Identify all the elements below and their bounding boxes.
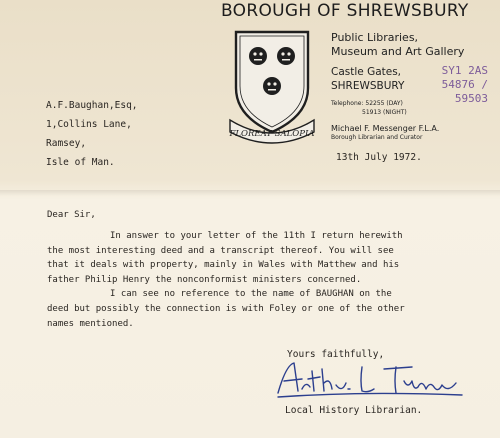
para1-line2: the most interesting deed and a transcript thereof. You will see	[47, 245, 394, 256]
para2-line3: names mentioned.	[47, 318, 134, 329]
paper-fold	[0, 190, 500, 196]
stamp-postcode: SY1 2AS	[441, 64, 488, 77]
signer-title: Local History Librarian.	[285, 405, 423, 416]
stamp-tel2: 59503	[454, 92, 488, 105]
borough-crest-icon	[222, 28, 322, 144]
library-name	[331, 31, 464, 59]
letter-date: 13th July 1972.	[336, 152, 422, 163]
address-line1: Castle Gates,	[331, 66, 402, 78]
para1-line1: In answer to your letter of the 11th I return herewith	[110, 231, 403, 241]
librarian-title: Borough Librarian and Curator	[331, 134, 423, 141]
recipient-line3: Ramsey,	[46, 138, 87, 149]
para2-line2: deed but possibly the connection is with Foley or one of the other	[47, 303, 405, 314]
address-line2: SHREWSBURY	[331, 80, 405, 92]
recipient-address	[46, 96, 138, 172]
para1-line3: that it deals with property, mainly in Wales with Matthew and his	[47, 260, 400, 271]
recipient-line2: 1,Collins Lane,	[46, 119, 132, 130]
library-line1: Public Libraries,	[331, 31, 419, 44]
borough-heading: BOROUGH OF SHREWSBURY	[221, 1, 469, 21]
recipient-line4: Isle of Man.	[46, 157, 115, 168]
telephone-block	[331, 99, 407, 117]
para2-line1: I can see no reference to the name of BAUGHAN on the	[110, 289, 392, 300]
closing: Yours faithfully,	[287, 349, 385, 360]
salutation: Dear Sir,	[47, 210, 96, 220]
signature-text: Arthur L. Thomas	[272, 359, 282, 360]
stamp-tel1: 54876 /	[441, 78, 488, 91]
telephone-night: 51913 (NIGHT)	[362, 109, 407, 116]
postcode-stamp	[416, 64, 488, 106]
handwritten-signature	[272, 359, 472, 399]
library-line2: Museum and Art Gallery	[331, 45, 465, 58]
letterhead-address	[331, 65, 404, 93]
librarian-block	[331, 124, 439, 142]
recipient-line1: A.F.Baughan,Esq,	[46, 100, 138, 111]
para1-line4: father Philip Henry the nonconformist ministers concerned.	[47, 274, 362, 285]
telephone-day: Telephone: 52255 (DAY)	[331, 100, 403, 107]
librarian-name: Michael F. Messenger F.L.A.	[331, 124, 440, 133]
letter-body	[47, 219, 487, 331]
crest-motto: FLOREAT SALOPIA	[229, 129, 315, 139]
